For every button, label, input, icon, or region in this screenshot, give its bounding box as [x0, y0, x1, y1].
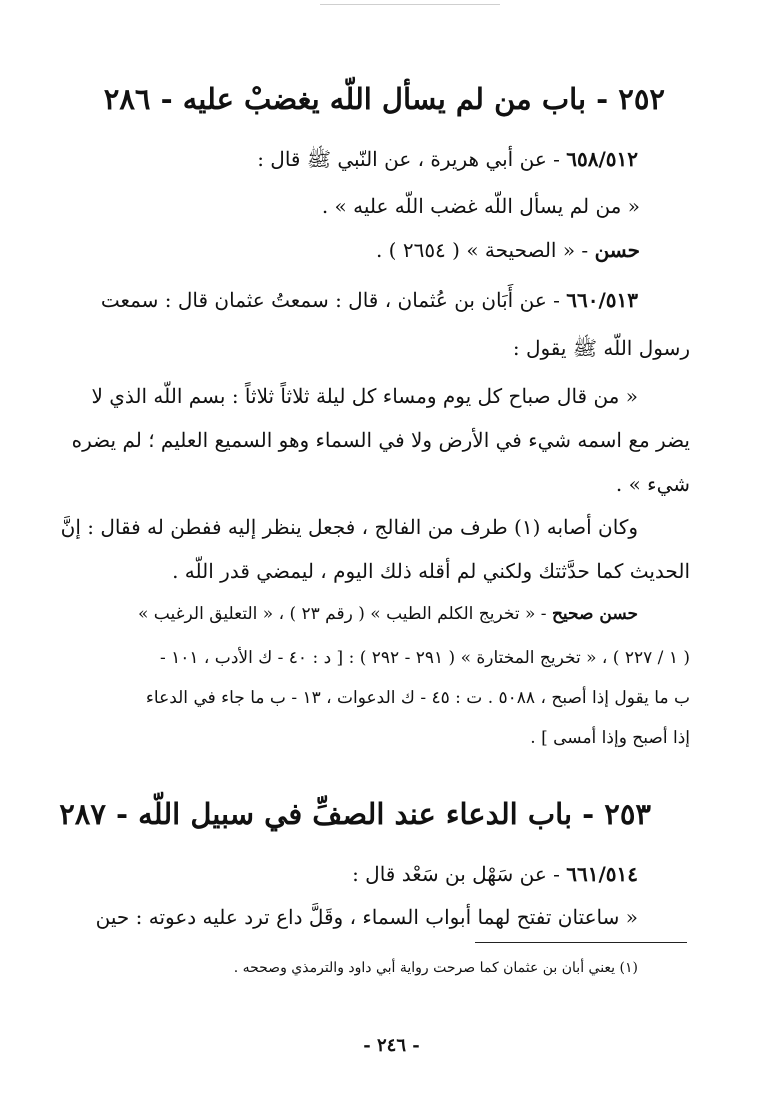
hadith-512-grade: حسن — [594, 238, 640, 262]
hadith-513-story2: الحديث كما حدَّثتك ولكني لم أقله ذلك اليوم ، ليمضي قدر اللّه . — [172, 559, 690, 583]
hadith-513-ref4: إذا أصبح وإذا أمسى ] . — [530, 728, 690, 748]
chapter-252-heading: ٢٥٢ - باب من لم يسأل اللّه يغضبْ عليه - ٢٨٦ — [103, 82, 665, 116]
page-number: - ٢٤٦ - — [363, 1035, 420, 1056]
hadith-512-line — [257, 147, 638, 176]
footnote: (١) يعني أبان بن عثمان كما صرحت رواية أبي داود والترمذي وصححه . — [233, 960, 638, 976]
hadith-513-grade: حسن صحيح — [551, 604, 638, 624]
hadith-513-ref3: ب ما يقول إذا أصبح ، ٥٠٨٨ . ت : ٤٥ - ك الدعوات ، ١٣ - ب ما جاء في الدعاء — [145, 688, 690, 708]
hadith-513-line1 — [101, 288, 638, 312]
hadith-514-intro: - عن سَهْل بن سَعْد قال : — [352, 862, 560, 886]
hadith-514-number: ٦٦١/٥١٤ — [566, 862, 638, 886]
hadith-513-ref2: ( ١ / ٢٢٧ ) ، « تخريج المختارة » ( ٢٩١ - ٢٩٢ ) : [ د : ٤٠ - ك الأدب ، ١٠١ - — [159, 648, 690, 668]
hadith-513-grade-line — [138, 604, 638, 624]
hadith-513-text1: « من قال صباح كل يوم ومساء كل ليلة ثلاثاً ثلاثاً : بسم اللّه الذي لا — [91, 384, 638, 408]
hadith-512-grade-line — [376, 238, 640, 262]
chapter-253-heading: ٢٥٣ - باب الدعاء عند الصفِّ في سبيل اللّه - ٢٨٧ — [59, 797, 651, 831]
footnote-separator — [475, 942, 687, 943]
hadith-513-text2: يضر مع اسمه شيء في الأرض ولا في السماء وهو السميع العليم ؛ لم يضره — [71, 428, 690, 452]
hadith-512-number: ٦٥٨/٥١٢ — [566, 147, 638, 171]
hadith-512-intro: - عن أبي هريرة ، عن النّبي ﷺ قال : — [257, 147, 560, 171]
hadith-513-ref1: - « تخريج الكلم الطيب » ( رقم ٢٣ ) ، « التعليق الرغيب » — [138, 604, 547, 624]
hadith-513-line2: رسول اللّه ﷺ يقول : — [512, 336, 690, 360]
hadith-513-intro: - عن أَبَان بن عُثمان ، قال : سمعتُ عثمان قال : سمعت — [100, 288, 560, 312]
hadith-512-text: « من لم يسأل اللّه غضب اللّه عليه » . — [321, 194, 640, 218]
hadith-512-ref: - « الصحيحة » ( ٢٦٥٤ ) . — [375, 238, 589, 262]
hadith-514-line — [352, 862, 638, 886]
hadith-513-number: ٦٦٠/٥١٣ — [566, 288, 638, 312]
hadith-513-story1: وكان أصابه (١) طرف من الفالج ، فجعل ينظر إليه ففطن له فقال : إنَّ — [60, 515, 638, 539]
hadith-514-text: « ساعتان تفتح لهما أبواب السماء ، وقَلَّ داع ترد عليه دعوته : حين — [95, 905, 638, 929]
hadith-513-text3: شيء » . — [615, 472, 690, 496]
